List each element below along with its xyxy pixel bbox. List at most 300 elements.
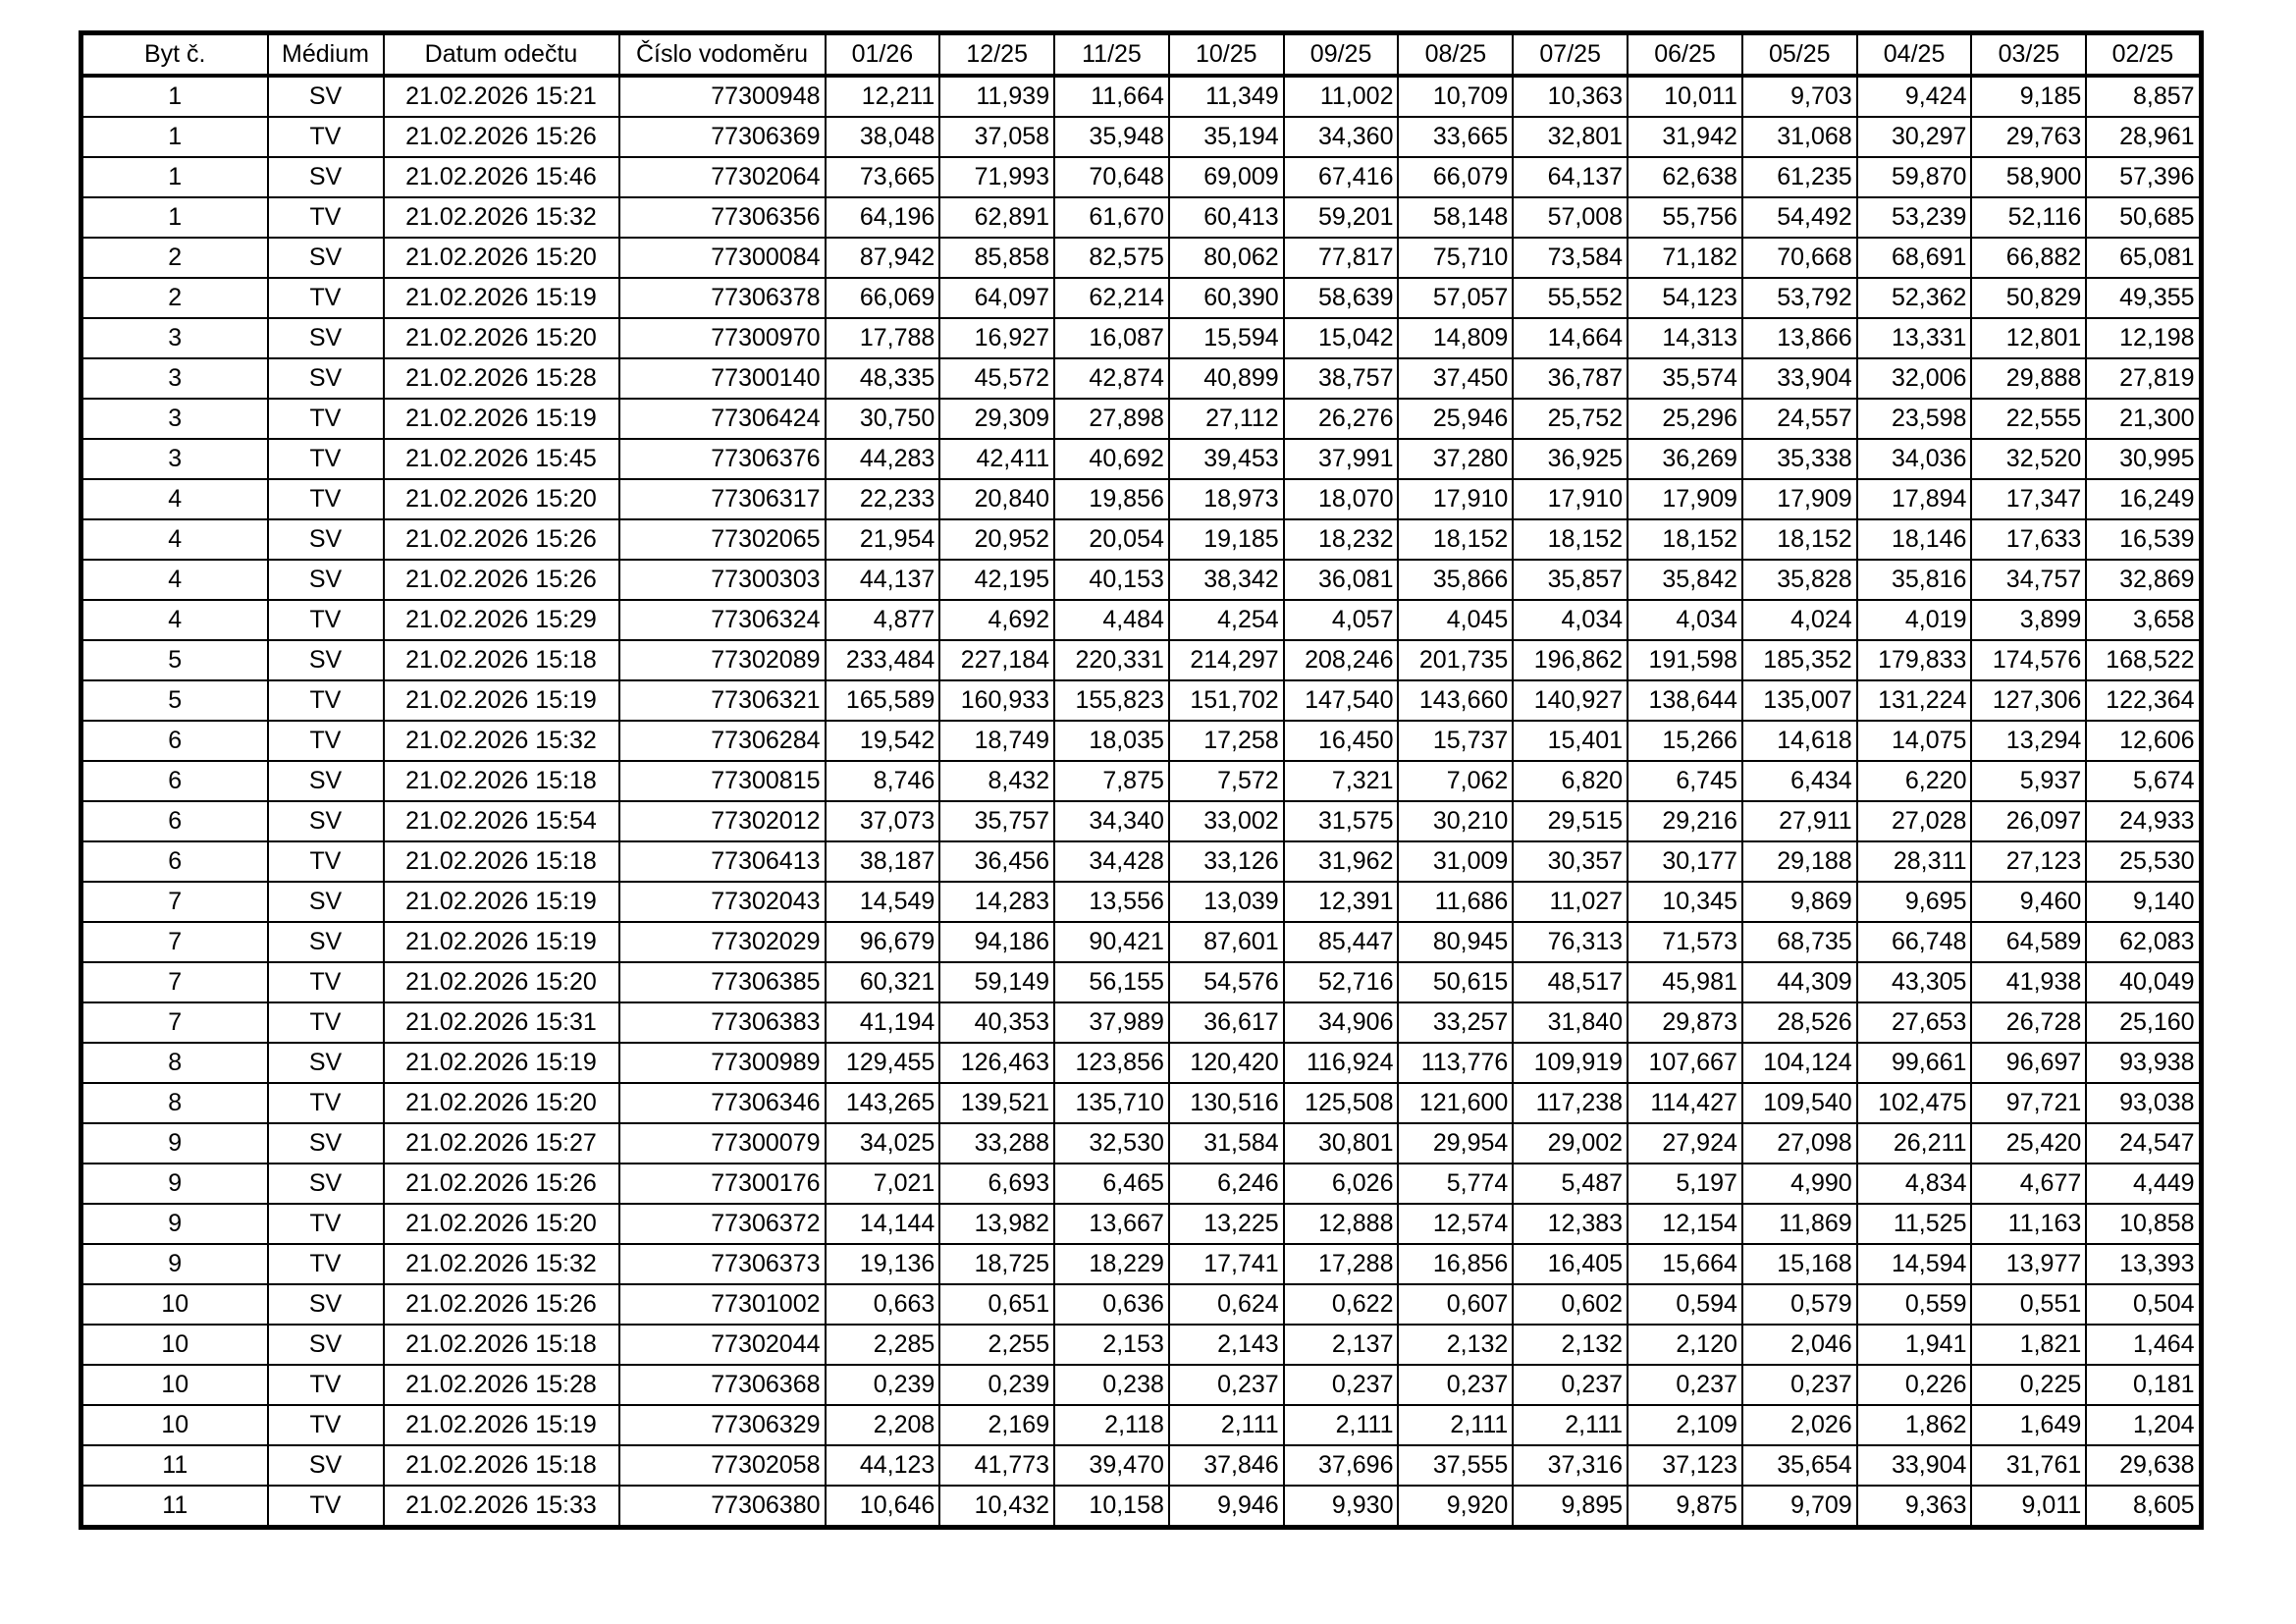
reading-date-cell: 21.02.2026 15:26 <box>384 519 619 560</box>
reading-value-cell: 7,875 <box>1054 761 1169 801</box>
reading-value-cell: 39,470 <box>1054 1445 1169 1486</box>
reading-value-cell: 0,607 <box>1398 1284 1513 1325</box>
reading-value-cell: 109,540 <box>1742 1083 1857 1123</box>
reading-value-cell: 33,257 <box>1398 1002 1513 1043</box>
table-row <box>81 197 2202 238</box>
reading-value-cell: 35,338 <box>1742 439 1857 479</box>
reading-value-cell: 4,834 <box>1857 1164 1972 1204</box>
meter-number-cell: 77306284 <box>619 721 826 761</box>
reading-value-cell: 147,540 <box>1284 680 1399 721</box>
reading-value-cell: 37,280 <box>1398 439 1513 479</box>
reading-date-cell: 21.02.2026 15:26 <box>384 1164 619 1204</box>
reading-value-cell: 27,653 <box>1857 1002 1972 1043</box>
reading-value-cell: 0,504 <box>2086 1284 2201 1325</box>
reading-value-cell: 45,572 <box>939 358 1054 399</box>
reading-value-cell: 8,746 <box>826 761 940 801</box>
reading-value-cell: 31,840 <box>1513 1002 1628 1043</box>
header-medium: Médium <box>268 33 384 77</box>
reading-value-cell: 11,939 <box>939 76 1054 117</box>
header-month-12: 05/25 <box>1742 33 1857 77</box>
reading-value-cell: 4,057 <box>1284 600 1399 640</box>
reading-value-cell: 33,904 <box>1857 1445 1972 1486</box>
apartment-cell: 1 <box>81 117 268 157</box>
reading-value-cell: 7,321 <box>1284 761 1399 801</box>
reading-value-cell: 41,938 <box>1971 962 2086 1002</box>
reading-value-cell: 2,109 <box>1628 1405 1742 1445</box>
reading-value-cell: 35,654 <box>1742 1445 1857 1486</box>
reading-value-cell: 6,026 <box>1284 1164 1399 1204</box>
reading-value-cell: 27,924 <box>1628 1123 1742 1164</box>
reading-value-cell: 2,208 <box>826 1405 940 1445</box>
apartment-cell: 4 <box>81 479 268 519</box>
reading-value-cell: 19,136 <box>826 1244 940 1284</box>
reading-value-cell: 123,856 <box>1054 1043 1169 1083</box>
medium-cell: TV <box>268 117 384 157</box>
reading-value-cell: 35,574 <box>1628 358 1742 399</box>
apartment-cell: 2 <box>81 278 268 318</box>
reading-date-cell: 21.02.2026 15:18 <box>384 640 619 680</box>
reading-value-cell: 1,649 <box>1971 1405 2086 1445</box>
apartment-cell: 3 <box>81 318 268 358</box>
reading-value-cell: 233,484 <box>826 640 940 680</box>
reading-value-cell: 41,194 <box>826 1002 940 1043</box>
reading-value-cell: 68,735 <box>1742 922 1857 962</box>
medium-cell: TV <box>268 1002 384 1043</box>
reading-value-cell: 44,309 <box>1742 962 1857 1002</box>
reading-value-cell: 53,792 <box>1742 278 1857 318</box>
reading-value-cell: 15,737 <box>1398 721 1513 761</box>
reading-value-cell: 0,237 <box>1169 1365 1284 1405</box>
reading-value-cell: 214,297 <box>1169 640 1284 680</box>
meter-number-cell: 77306376 <box>619 439 826 479</box>
header-apartment: Byt č. <box>81 33 268 77</box>
reading-value-cell: 42,195 <box>939 560 1054 600</box>
table-row <box>81 238 2202 278</box>
reading-value-cell: 2,153 <box>1054 1325 1169 1365</box>
reading-date-cell: 21.02.2026 15:19 <box>384 1043 619 1083</box>
reading-date-cell: 21.02.2026 15:26 <box>384 1284 619 1325</box>
reading-value-cell: 16,856 <box>1398 1244 1513 1284</box>
reading-value-cell: 5,197 <box>1628 1164 1742 1204</box>
medium-cell: TV <box>268 1486 384 1528</box>
reading-value-cell: 36,925 <box>1513 439 1628 479</box>
medium-cell: SV <box>268 1325 384 1365</box>
reading-value-cell: 5,487 <box>1513 1164 1628 1204</box>
reading-date-cell: 21.02.2026 15:18 <box>384 841 619 882</box>
table-row <box>81 399 2202 439</box>
meter-number-cell: 77300815 <box>619 761 826 801</box>
reading-value-cell: 11,163 <box>1971 1204 2086 1244</box>
reading-value-cell: 26,276 <box>1284 399 1399 439</box>
reading-date-cell: 21.02.2026 15:32 <box>384 197 619 238</box>
reading-value-cell: 24,547 <box>2086 1123 2201 1164</box>
reading-value-cell: 76,313 <box>1513 922 1628 962</box>
reading-value-cell: 30,297 <box>1857 117 1972 157</box>
reading-value-cell: 191,598 <box>1628 640 1742 680</box>
apartment-cell: 6 <box>81 761 268 801</box>
reading-value-cell: 168,522 <box>2086 640 2201 680</box>
meter-number-cell: 77306356 <box>619 197 826 238</box>
meter-number-cell: 77302065 <box>619 519 826 560</box>
reading-value-cell: 12,383 <box>1513 1204 1628 1244</box>
reading-value-cell: 37,450 <box>1398 358 1513 399</box>
reading-value-cell: 9,363 <box>1857 1486 1972 1528</box>
reading-value-cell: 18,152 <box>1513 519 1628 560</box>
reading-value-cell: 12,391 <box>1284 882 1399 922</box>
header-month-15: 02/25 <box>2086 33 2201 77</box>
reading-value-cell: 64,589 <box>1971 922 2086 962</box>
reading-date-cell: 21.02.2026 15:46 <box>384 157 619 197</box>
reading-value-cell: 29,216 <box>1628 801 1742 841</box>
reading-value-cell: 15,664 <box>1628 1244 1742 1284</box>
reading-value-cell: 37,989 <box>1054 1002 1169 1043</box>
reading-date-cell: 21.02.2026 15:18 <box>384 1445 619 1486</box>
medium-cell: TV <box>268 841 384 882</box>
reading-value-cell: 38,757 <box>1284 358 1399 399</box>
reading-value-cell: 44,123 <box>826 1445 940 1486</box>
reading-value-cell: 40,049 <box>2086 962 2201 1002</box>
meter-number-cell: 77302029 <box>619 922 826 962</box>
reading-value-cell: 34,025 <box>826 1123 940 1164</box>
medium-cell: SV <box>268 1123 384 1164</box>
reading-value-cell: 1,941 <box>1857 1325 1972 1365</box>
medium-cell: TV <box>268 479 384 519</box>
reading-value-cell: 18,152 <box>1628 519 1742 560</box>
reading-value-cell: 127,306 <box>1971 680 2086 721</box>
table-row <box>81 1083 2202 1123</box>
reading-value-cell: 36,787 <box>1513 358 1628 399</box>
reading-value-cell: 25,420 <box>1971 1123 2086 1164</box>
reading-value-cell: 0,237 <box>1628 1365 1742 1405</box>
reading-value-cell: 6,820 <box>1513 761 1628 801</box>
reading-value-cell: 59,870 <box>1857 157 1972 197</box>
reading-value-cell: 17,788 <box>826 318 940 358</box>
reading-value-cell: 9,875 <box>1628 1486 1742 1528</box>
reading-value-cell: 151,702 <box>1169 680 1284 721</box>
medium-cell: TV <box>268 1083 384 1123</box>
reading-value-cell: 8,432 <box>939 761 1054 801</box>
reading-value-cell: 54,492 <box>1742 197 1857 238</box>
reading-value-cell: 16,450 <box>1284 721 1399 761</box>
reading-value-cell: 2,137 <box>1284 1325 1399 1365</box>
meter-number-cell: 77306321 <box>619 680 826 721</box>
reading-value-cell: 66,069 <box>826 278 940 318</box>
reading-value-cell: 18,725 <box>939 1244 1054 1284</box>
reading-value-cell: 33,126 <box>1169 841 1284 882</box>
reading-date-cell: 21.02.2026 15:27 <box>384 1123 619 1164</box>
reading-value-cell: 7,021 <box>826 1164 940 1204</box>
table-row <box>81 1365 2202 1405</box>
reading-value-cell: 4,990 <box>1742 1164 1857 1204</box>
reading-value-cell: 29,888 <box>1971 358 2086 399</box>
reading-value-cell: 52,362 <box>1857 278 1972 318</box>
reading-value-cell: 1,464 <box>2086 1325 2201 1365</box>
reading-value-cell: 4,019 <box>1857 600 1972 640</box>
reading-value-cell: 31,942 <box>1628 117 1742 157</box>
reading-value-cell: 54,123 <box>1628 278 1742 318</box>
reading-value-cell: 6,434 <box>1742 761 1857 801</box>
table-row <box>81 1164 2202 1204</box>
reading-value-cell: 107,667 <box>1628 1043 1742 1083</box>
reading-value-cell: 37,696 <box>1284 1445 1399 1486</box>
reading-value-cell: 25,160 <box>2086 1002 2201 1043</box>
reading-value-cell: 0,651 <box>939 1284 1054 1325</box>
reading-value-cell: 121,600 <box>1398 1083 1513 1123</box>
reading-value-cell: 17,633 <box>1971 519 2086 560</box>
reading-value-cell: 0,239 <box>826 1365 940 1405</box>
reading-date-cell: 21.02.2026 15:20 <box>384 962 619 1002</box>
reading-value-cell: 71,182 <box>1628 238 1742 278</box>
medium-cell: SV <box>268 1284 384 1325</box>
reading-value-cell: 54,576 <box>1169 962 1284 1002</box>
reading-value-cell: 99,661 <box>1857 1043 1972 1083</box>
reading-value-cell: 25,530 <box>2086 841 2201 882</box>
reading-value-cell: 12,801 <box>1971 318 2086 358</box>
medium-cell: SV <box>268 761 384 801</box>
apartment-cell: 7 <box>81 882 268 922</box>
reading-value-cell: 20,840 <box>939 479 1054 519</box>
reading-value-cell: 32,520 <box>1971 439 2086 479</box>
reading-value-cell: 36,081 <box>1284 560 1399 600</box>
reading-value-cell: 33,002 <box>1169 801 1284 841</box>
reading-value-cell: 1,862 <box>1857 1405 1972 1445</box>
reading-value-cell: 36,456 <box>939 841 1054 882</box>
reading-value-cell: 2,111 <box>1398 1405 1513 1445</box>
reading-value-cell: 30,750 <box>826 399 940 439</box>
reading-value-cell: 14,549 <box>826 882 940 922</box>
reading-value-cell: 15,168 <box>1742 1244 1857 1284</box>
reading-value-cell: 30,801 <box>1284 1123 1399 1164</box>
reading-value-cell: 9,140 <box>2086 882 2201 922</box>
reading-value-cell: 18,146 <box>1857 519 1972 560</box>
apartment-cell: 3 <box>81 439 268 479</box>
reading-value-cell: 109,919 <box>1513 1043 1628 1083</box>
reading-value-cell: 11,686 <box>1398 882 1513 922</box>
reading-value-cell: 114,427 <box>1628 1083 1742 1123</box>
reading-value-cell: 138,644 <box>1628 680 1742 721</box>
reading-value-cell: 0,237 <box>1284 1365 1399 1405</box>
table-row <box>81 962 2202 1002</box>
reading-value-cell: 14,075 <box>1857 721 1972 761</box>
reading-value-cell: 18,035 <box>1054 721 1169 761</box>
header-month-7: 10/25 <box>1169 33 1284 77</box>
apartment-cell: 5 <box>81 680 268 721</box>
reading-value-cell: 57,057 <box>1398 278 1513 318</box>
reading-value-cell: 11,002 <box>1284 76 1399 117</box>
reading-value-cell: 50,685 <box>2086 197 2201 238</box>
reading-value-cell: 9,695 <box>1857 882 1972 922</box>
reading-value-cell: 58,148 <box>1398 197 1513 238</box>
reading-value-cell: 32,869 <box>2086 560 2201 600</box>
apartment-cell: 1 <box>81 157 268 197</box>
apartment-cell: 8 <box>81 1083 268 1123</box>
reading-value-cell: 52,716 <box>1284 962 1399 1002</box>
meter-number-cell: 77300176 <box>619 1164 826 1204</box>
reading-value-cell: 2,111 <box>1284 1405 1399 1445</box>
reading-value-cell: 0,579 <box>1742 1284 1857 1325</box>
reading-value-cell: 18,232 <box>1284 519 1399 560</box>
medium-cell: TV <box>268 962 384 1002</box>
apartment-cell: 9 <box>81 1204 268 1244</box>
reading-value-cell: 2,255 <box>939 1325 1054 1365</box>
reading-value-cell: 59,201 <box>1284 197 1399 238</box>
reading-value-cell: 116,924 <box>1284 1043 1399 1083</box>
medium-cell: SV <box>268 640 384 680</box>
apartment-cell: 4 <box>81 600 268 640</box>
medium-cell: SV <box>268 358 384 399</box>
meter-number-cell: 77306385 <box>619 962 826 1002</box>
reading-value-cell: 38,342 <box>1169 560 1284 600</box>
reading-value-cell: 9,460 <box>1971 882 2086 922</box>
reading-value-cell: 31,068 <box>1742 117 1857 157</box>
reading-value-cell: 7,062 <box>1398 761 1513 801</box>
medium-cell: SV <box>268 1445 384 1486</box>
reading-value-cell: 35,757 <box>939 801 1054 841</box>
reading-value-cell: 20,054 <box>1054 519 1169 560</box>
reading-value-cell: 50,615 <box>1398 962 1513 1002</box>
reading-value-cell: 0,237 <box>1742 1365 1857 1405</box>
reading-value-cell: 13,039 <box>1169 882 1284 922</box>
reading-value-cell: 60,413 <box>1169 197 1284 238</box>
reading-value-cell: 14,144 <box>826 1204 940 1244</box>
reading-value-cell: 6,745 <box>1628 761 1742 801</box>
reading-value-cell: 201,735 <box>1398 640 1513 680</box>
reading-date-cell: 21.02.2026 15:28 <box>384 1365 619 1405</box>
reading-value-cell: 26,097 <box>1971 801 2086 841</box>
reading-value-cell: 73,584 <box>1513 238 1628 278</box>
apartment-cell: 7 <box>81 962 268 1002</box>
reading-value-cell: 14,313 <box>1628 318 1742 358</box>
reading-value-cell: 56,155 <box>1054 962 1169 1002</box>
reading-value-cell: 35,857 <box>1513 560 1628 600</box>
reading-value-cell: 9,185 <box>1971 76 2086 117</box>
reading-date-cell: 21.02.2026 15:26 <box>384 117 619 157</box>
reading-date-cell: 21.02.2026 15:19 <box>384 922 619 962</box>
table-row <box>81 519 2202 560</box>
reading-value-cell: 94,186 <box>939 922 1054 962</box>
meter-number-cell: 77300303 <box>619 560 826 600</box>
medium-cell: TV <box>268 600 384 640</box>
reading-value-cell: 117,238 <box>1513 1083 1628 1123</box>
reading-value-cell: 10,158 <box>1054 1486 1169 1528</box>
reading-value-cell: 87,601 <box>1169 922 1284 962</box>
reading-value-cell: 71,993 <box>939 157 1054 197</box>
reading-value-cell: 10,646 <box>826 1486 940 1528</box>
meter-number-cell: 77306317 <box>619 479 826 519</box>
reading-value-cell: 96,697 <box>1971 1043 2086 1083</box>
table-row <box>81 479 2202 519</box>
reading-value-cell: 43,305 <box>1857 962 1972 1002</box>
reading-value-cell: 2,132 <box>1513 1325 1628 1365</box>
reading-date-cell: 21.02.2026 15:20 <box>384 479 619 519</box>
table-row <box>81 600 2202 640</box>
medium-cell: SV <box>268 560 384 600</box>
reading-value-cell: 9,424 <box>1857 76 1972 117</box>
reading-value-cell: 0,237 <box>1513 1365 1628 1405</box>
apartment-cell: 10 <box>81 1405 268 1445</box>
reading-value-cell: 6,465 <box>1054 1164 1169 1204</box>
reading-value-cell: 17,910 <box>1398 479 1513 519</box>
reading-value-cell: 30,177 <box>1628 841 1742 882</box>
reading-value-cell: 18,070 <box>1284 479 1399 519</box>
reading-value-cell: 129,455 <box>826 1043 940 1083</box>
reading-value-cell: 18,749 <box>939 721 1054 761</box>
reading-value-cell: 122,364 <box>2086 680 2201 721</box>
table-row <box>81 278 2202 318</box>
reading-value-cell: 64,137 <box>1513 157 1628 197</box>
reading-value-cell: 19,856 <box>1054 479 1169 519</box>
reading-value-cell: 11,349 <box>1169 76 1284 117</box>
reading-value-cell: 30,995 <box>2086 439 2201 479</box>
reading-value-cell: 17,741 <box>1169 1244 1284 1284</box>
reading-value-cell: 4,034 <box>1628 600 1742 640</box>
medium-cell: TV <box>268 1365 384 1405</box>
medium-cell: TV <box>268 197 384 238</box>
reading-value-cell: 9,011 <box>1971 1486 2086 1528</box>
reading-value-cell: 4,034 <box>1513 600 1628 640</box>
apartment-cell: 10 <box>81 1284 268 1325</box>
reading-value-cell: 125,508 <box>1284 1083 1399 1123</box>
reading-value-cell: 38,187 <box>826 841 940 882</box>
table-row <box>81 76 2202 117</box>
apartment-cell: 9 <box>81 1244 268 1284</box>
medium-cell: TV <box>268 680 384 721</box>
reading-value-cell: 14,809 <box>1398 318 1513 358</box>
table-row <box>81 841 2202 882</box>
reading-value-cell: 69,009 <box>1169 157 1284 197</box>
reading-value-cell: 33,904 <box>1742 358 1857 399</box>
reading-value-cell: 5,937 <box>1971 761 2086 801</box>
reading-value-cell: 12,888 <box>1284 1204 1399 1244</box>
reading-value-cell: 62,891 <box>939 197 1054 238</box>
meter-number-cell: 77306380 <box>619 1486 826 1528</box>
reading-value-cell: 13,667 <box>1054 1204 1169 1244</box>
reading-value-cell: 0,622 <box>1284 1284 1399 1325</box>
header-month-11: 06/25 <box>1628 33 1742 77</box>
medium-cell: SV <box>268 1164 384 1204</box>
reading-value-cell: 97,721 <box>1971 1083 2086 1123</box>
reading-value-cell: 8,605 <box>2086 1486 2201 1528</box>
reading-value-cell: 42,411 <box>939 439 1054 479</box>
reading-value-cell: 5,674 <box>2086 761 2201 801</box>
reading-value-cell: 7,572 <box>1169 761 1284 801</box>
reading-value-cell: 31,009 <box>1398 841 1513 882</box>
reading-value-cell: 17,347 <box>1971 479 2086 519</box>
reading-value-cell: 27,911 <box>1742 801 1857 841</box>
meter-number-cell: 77300989 <box>619 1043 826 1083</box>
reading-value-cell: 65,081 <box>2086 238 2201 278</box>
medium-cell: TV <box>268 278 384 318</box>
header-month-9: 08/25 <box>1398 33 1513 77</box>
reading-value-cell: 13,294 <box>1971 721 2086 761</box>
reading-value-cell: 61,235 <box>1742 157 1857 197</box>
reading-value-cell: 2,169 <box>939 1405 1054 1445</box>
reading-date-cell: 21.02.2026 15:21 <box>384 76 619 117</box>
reading-value-cell: 49,355 <box>2086 278 2201 318</box>
reading-date-cell: 21.02.2026 15:29 <box>384 600 619 640</box>
reading-value-cell: 220,331 <box>1054 640 1169 680</box>
reading-value-cell: 32,801 <box>1513 117 1628 157</box>
table-row <box>81 761 2202 801</box>
reading-value-cell: 17,909 <box>1628 479 1742 519</box>
reading-value-cell: 5,774 <box>1398 1164 1513 1204</box>
reading-value-cell: 29,954 <box>1398 1123 1513 1164</box>
reading-value-cell: 24,933 <box>2086 801 2201 841</box>
reading-value-cell: 55,552 <box>1513 278 1628 318</box>
reading-value-cell: 53,239 <box>1857 197 1972 238</box>
water-meter-readings-table <box>79 30 2204 1530</box>
reading-value-cell: 73,665 <box>826 157 940 197</box>
